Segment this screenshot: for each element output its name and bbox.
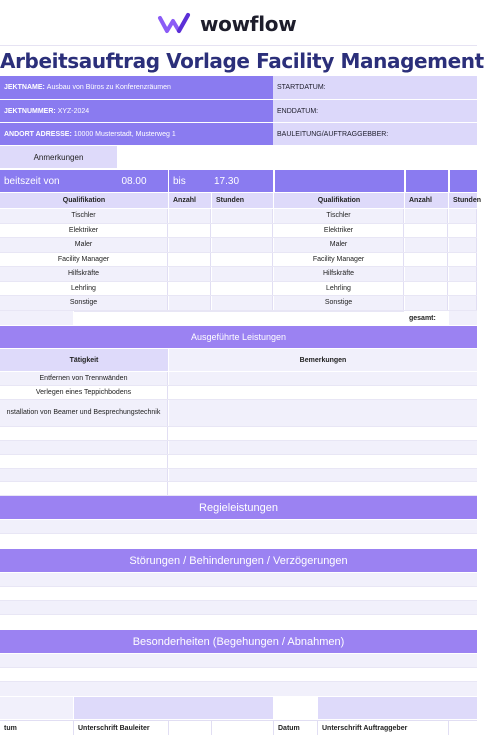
service-task[interactable]: Entfernen von Trennwänden [0, 372, 168, 385]
staff-row [0, 238, 477, 253]
project-number-label: JEKTNUMMER: [4, 107, 56, 115]
staff-col-hours-left: Stunden [212, 193, 273, 208]
staff-count-left[interactable] [169, 224, 211, 238]
staff-count-left[interactable] [169, 296, 211, 310]
notes-label: Anmerkungen [0, 146, 117, 168]
staff-row [0, 296, 477, 311]
service-row [0, 482, 477, 496]
staff-role-right: Lehrling [274, 282, 404, 296]
regular-band [0, 496, 477, 519]
staff-col-count-left: Anzahl [169, 193, 211, 208]
signature-labels-row [0, 720, 477, 735]
staff-total-space [74, 311, 404, 325]
staff-row [0, 209, 477, 224]
staff-role-right: Sonstige [274, 296, 404, 310]
staff-hours-left[interactable] [212, 253, 273, 267]
service-task[interactable] [0, 455, 168, 468]
special-band [0, 630, 477, 653]
service-row [0, 441, 477, 455]
logo [158, 10, 296, 38]
staff-total-blank [0, 311, 73, 325]
staff-count-left[interactable] [169, 267, 211, 281]
staff-count-right[interactable] [405, 224, 448, 238]
staff-role-right: Maler [274, 238, 404, 252]
staff-role-left: Elektriker [0, 224, 168, 238]
project-address-value[interactable]: 10000 Musterstadt, Musterweg 1 [73, 130, 176, 138]
service-task[interactable]: Verlegen eines Teppichbodens [0, 386, 168, 399]
staff-role-left: Facility Manager [0, 253, 168, 267]
project-name-cell [0, 76, 273, 99]
page-title: Arbeitsauftrag Vorlage Facility Management [0, 49, 484, 73]
worktime-blank-1 [274, 170, 404, 192]
services-col-remarks: Bemerkungen [169, 349, 477, 371]
staff-row [0, 282, 477, 297]
worktime-from[interactable]: 08.00 [100, 170, 168, 192]
signature-date-label-2: Datum [274, 721, 318, 735]
service-task[interactable] [0, 427, 168, 440]
signature-fields-row [0, 697, 477, 719]
staff-total-label: gesamt: [405, 311, 448, 325]
staff-hours-right[interactable] [449, 282, 477, 296]
staff-role-left: Sonstige [0, 296, 168, 310]
staff-row [0, 267, 477, 282]
signature-spacer-1 [169, 721, 212, 735]
service-row [0, 469, 477, 483]
notes-row [0, 146, 477, 168]
staff-hours-left[interactable] [212, 209, 273, 223]
staff-col-count-right: Anzahl [405, 193, 448, 208]
staff-col-qual-left: Qualifikation [0, 193, 168, 208]
project-address-cell [0, 123, 273, 145]
service-row [0, 400, 477, 428]
top-bar [0, 0, 477, 46]
site-lead-cell[interactable] [273, 123, 477, 145]
staff-hours-left[interactable] [212, 238, 273, 252]
disruptions-line-3[interactable] [0, 601, 477, 615]
service-remarks[interactable] [169, 427, 477, 440]
staff-hours-right[interactable] [449, 238, 477, 252]
special-line-2[interactable] [0, 668, 477, 682]
service-task[interactable] [0, 441, 168, 454]
signature-date-label-1: tum [0, 721, 74, 735]
staff-count-right[interactable] [405, 238, 448, 252]
worktime-label: beitszeit von [0, 170, 100, 192]
staff-role-right: Elektriker [274, 224, 404, 238]
worktime-row [0, 170, 477, 192]
disruptions-band [0, 549, 477, 572]
signature-field-2[interactable] [318, 697, 477, 719]
staff-col-hours-right: Stunden [449, 193, 477, 208]
project-name-label: JEKTNAME: [4, 84, 45, 91]
end-date-cell[interactable] [273, 100, 477, 122]
end-date-label: ENDDATUM: [277, 107, 319, 115]
staff-hours-left[interactable] [212, 267, 273, 281]
signature-field-1[interactable] [74, 697, 273, 719]
start-date-cell[interactable] [273, 76, 477, 99]
service-remarks[interactable] [169, 482, 477, 495]
disruptions-line-2[interactable] [0, 587, 477, 601]
staff-role-right: Hilfskräfte [274, 267, 404, 281]
worktime-blank-3 [449, 170, 477, 192]
service-remarks[interactable] [169, 455, 477, 468]
service-task[interactable]: nstallation von Beamer und Besprechungstechnik [0, 400, 168, 427]
brand-name: wowflow [200, 12, 297, 36]
special-band-label: Besonderheiten (Begehungen / Abnahmen) [0, 630, 477, 653]
staff-hours-left[interactable] [212, 296, 273, 310]
project-address-row [0, 122, 477, 145]
staff-total-row [0, 311, 477, 325]
staff-count-left[interactable] [169, 282, 211, 296]
staff-role-left: Lehrling [0, 282, 168, 296]
worktime-to[interactable]: 17.30 [210, 170, 273, 192]
staff-role-right: Facility Manager [274, 253, 404, 267]
regular-band-label: Regieleistungen [0, 496, 477, 519]
staff-header-row [0, 193, 481, 208]
disruptions-band-label: Störungen / Behinderungen / Verzögerungen [0, 549, 477, 572]
service-row [0, 455, 477, 469]
wowflow-logo-icon [158, 12, 190, 36]
staff-count-right[interactable] [405, 209, 448, 223]
service-task[interactable] [0, 469, 168, 482]
staff-hours-right[interactable] [449, 224, 477, 238]
staff-col-qual-right: Qualifikation [274, 193, 404, 208]
staff-count-right[interactable] [405, 296, 448, 310]
staff-hours-right[interactable] [449, 267, 477, 281]
signature-date-field-1[interactable] [0, 697, 73, 719]
service-remarks[interactable] [169, 372, 477, 385]
staff-row [0, 253, 477, 268]
signature-label-2: Unterschrift Auftraggeber [318, 721, 449, 735]
services-header-row [0, 349, 477, 371]
staff-role-right: Tischler [274, 209, 404, 223]
project-number-cell [0, 100, 273, 122]
staff-role-left: Maler [0, 238, 168, 252]
staff-role-left: Tischler [0, 209, 168, 223]
staff-row [0, 224, 477, 239]
services-col-task: Tätigkeit [0, 349, 168, 371]
start-date-label: STARTDATUM: [277, 84, 326, 91]
site-lead-label: BAULEITUNG/AUFTRAGGEBBER: [277, 130, 389, 138]
special-line-1[interactable] [0, 654, 477, 668]
staff-hours-left[interactable] [212, 224, 273, 238]
services-band [0, 326, 477, 348]
service-remarks[interactable] [169, 400, 477, 427]
staff-count-left[interactable] [169, 253, 211, 267]
staff-count-right[interactable] [405, 282, 448, 296]
service-row [0, 427, 477, 441]
service-remarks[interactable] [169, 441, 477, 454]
project-address-label: ANDORT ADRESSE: [4, 130, 72, 138]
notes-field[interactable] [117, 146, 477, 168]
signature-date-field-2[interactable] [274, 697, 317, 719]
staff-hours-right[interactable] [449, 209, 477, 223]
staff-hours-right[interactable] [449, 296, 477, 310]
staff-total-value[interactable] [449, 311, 477, 325]
staff-count-left[interactable] [169, 209, 211, 223]
staff-count-right[interactable] [405, 267, 448, 281]
project-name-value[interactable]: Ausbau von Büros zu Konferenzräumen [46, 84, 171, 91]
regular-line-2[interactable] [0, 534, 477, 548]
service-row [0, 372, 477, 386]
project-name-row [0, 76, 477, 99]
staff-hours-right[interactable] [449, 253, 477, 267]
special-line-3[interactable] [0, 682, 477, 696]
service-remarks[interactable] [169, 386, 477, 399]
disruptions-line-4[interactable] [0, 615, 477, 629]
signature-spacer-3 [449, 721, 477, 735]
signature-label-1: Unterschrift Bauleiter [74, 721, 169, 735]
signature-spacer-2 [212, 721, 274, 735]
staff-hours-left[interactable] [212, 282, 273, 296]
project-number-value[interactable]: XYZ-2024 [57, 107, 90, 115]
staff-count-left[interactable] [169, 238, 211, 252]
disruptions-line-1[interactable] [0, 573, 477, 587]
project-number-row [0, 99, 477, 122]
service-row [0, 386, 477, 400]
services-band-label: Ausgeführte Leistungen [0, 326, 477, 348]
worktime-until-label: bis [168, 170, 210, 192]
regular-line-1[interactable] [0, 520, 477, 534]
staff-count-right[interactable] [405, 253, 448, 267]
service-remarks[interactable] [169, 469, 477, 482]
worktime-blank-2 [405, 170, 448, 192]
staff-role-left: Hilfskräfte [0, 267, 168, 281]
service-task[interactable] [0, 482, 168, 495]
